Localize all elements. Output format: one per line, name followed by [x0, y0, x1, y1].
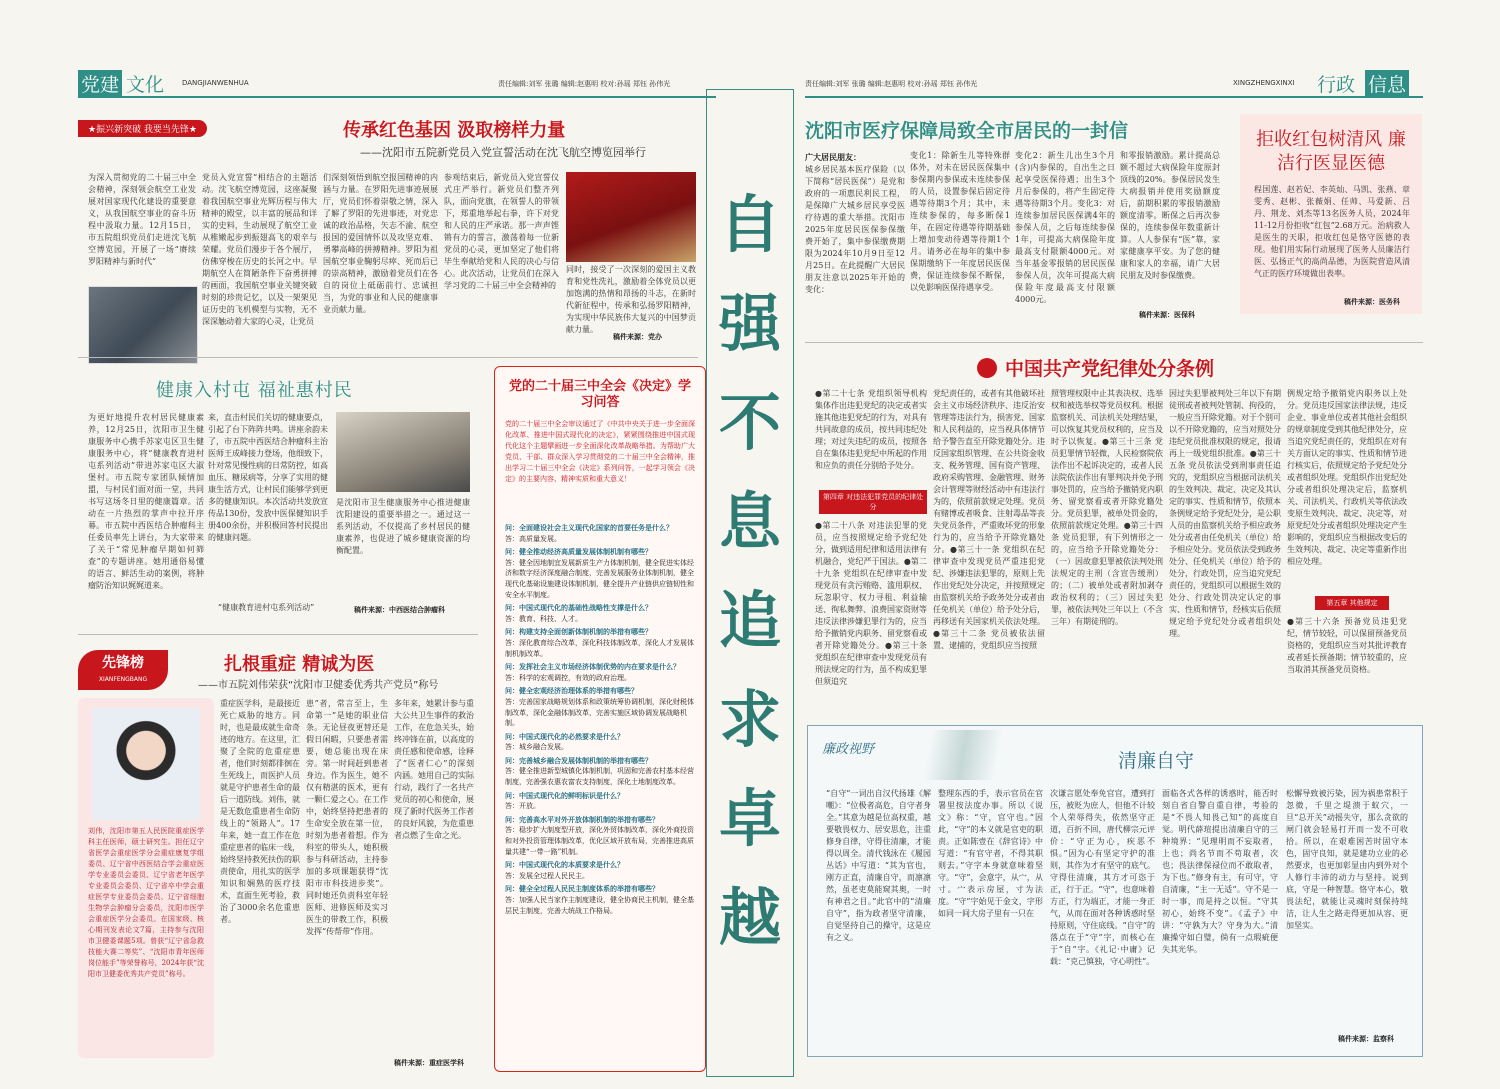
slogan-char: 强 [718, 287, 781, 360]
qa-answer: 答：健全推进新型城镇化体制机制，巩固和完善农村基本经营制度，完善强农惠农富农支持制度，深化土地制度改革。 [505, 767, 694, 787]
article-col: 城乡居民基本医疗保险（以下简称“居民医保”）是党和政府的一项惠民利民工程，是保障广大城乡居民享受医疗待遇的重大举措。沈阳市2025年度居民医保参保缴费开始了，集中参保缴费期限为2024年10月9日至12月25日。在此提醒广大居民朋友注意以2025年开始的变化： [805, 165, 905, 294]
article-title: 党的二十届三中全会《决定》学习问答 [509, 379, 692, 410]
article-col: 次谦言愿处奉免官官，遭到打压，被贬为庶人，但他不计较个人荣辱得失，依然坚守正道，百折不回，唐代柳宗元评价：“守正为心，疾恶不惧。”因为心有坚定守护的准则，其作为才有坚守的底气。守得住清廉，其方才可恣于正，行于正。“守”，也意味着方正，行为端正，才能一身正气，从而在面对各种诱惑时坚持原则，守住底线。“自守”的落点在于“守”字，而核心在于“自”字。《礼记·中庸》记载：“克己慎独，守心明性”。 [1050, 789, 1155, 966]
profile-card [78, 698, 214, 1058]
right-section-title-1: 行政 [1317, 74, 1356, 96]
qa-answer: 答：发展全过程人民民主。 [505, 871, 589, 880]
article-col: 同时，接受了一次深刻的爱国主义教育和党性洗礼，激励着全体党员以更加饱满的热情和昂扬的斗志，在新时代新征程中，传承和弘扬罗阳精神，为实现中华民族伟大复兴的中国梦贡献力量。 [566, 265, 696, 334]
slogan-char: 不 [718, 386, 781, 459]
qa-answer: 答：城乡融合发展。 [505, 743, 568, 752]
right-editors: 责任编辑:刘军 张璐 编辑:赵惠明 校对:孙瑶 郑钰 孙伟光 [805, 80, 978, 88]
lecture-photo [336, 412, 470, 492]
study-intro: 党的二十届三中全会审议通过了《中共中央关于进一步全面深化改革、推进中国式现代化的决定》，紧紧围绕推进中国式现代化这个主题擘画进一步全面深化改革战略举措。为帮助广大党员、干部、群众深入学习贯彻党的二十届三中全会精神，推出学习二十届三中全会《决定》系列问答，一起学习领会《决定》的主要内容、精神实质和重大意义！ [505, 420, 695, 483]
slogan-char: 卓 [718, 782, 781, 855]
article-col: 变化1：除新生儿等特殊群体外，对未在居民医保集中参保期内参保或未连续参保的人员，设置参保后固定待遇等待期3个月；其中，未连续参保的，每多断保1年，在固定待遇等待期基础上增加变动待遇等待期1个月。请务必在每年的集中参保期缴纳下一年度居民医保费，保证连续参保不断保，以免影响医保待遇享受。 [910, 151, 1010, 292]
left-section-title-2: 文化 [126, 74, 165, 96]
article-source: 稿件来源：医保科 [1139, 311, 1195, 319]
article-source: 稿件来源：监察科 [1338, 1035, 1394, 1043]
letter-greeting: 广大居民朋友： [805, 153, 861, 162]
qa-answer: 答：开放。 [505, 802, 540, 811]
photo-caption: “健康教育进村屯系列活动” [218, 603, 315, 612]
left-section-pinyin: DANGJIANWENHUA [182, 79, 249, 87]
article-source: 稿件来源：重症医学科 [394, 1059, 464, 1067]
qa-question: 问：中国式现代化的本质要求是什么？ [505, 860, 624, 870]
article-tag: ★振兴新突破 我要当先锋★ [78, 120, 207, 137]
museum-photo [88, 286, 198, 364]
article-study [494, 366, 706, 1072]
left-section-title-1: 党建 [78, 70, 122, 97]
article-pioneer [78, 640, 482, 1070]
article-col: 党员入党宣誓”相结合的主题活动。沈飞航空博览园，这座凝聚着我国航空事业光辉历程与伟大精神的殿堂，以丰富的展品和详实的史料，生动展现了航空工业从稚嫩起步到振翅高飞的艰辛与荣耀。党员们漫步于各个展厅，仿佛穿梭在历史的长河之中。早期航空人在简陋条件下奋勇拼搏的画面，我国航空事业关键突破时刻的珍贵记忆，以及一架架见证历史的飞机模型与实物，无不深深触动着大家的心灵，让党员 [202, 173, 317, 326]
article-integrity [807, 725, 1423, 1057]
article-col: 例规定给予撤销党内职务以上处分。党员违反国家法律法规，违反企业、事业单位或者其他社会组织的规章制度受到其他纪律处分，应当追究党纪责任的，党组织在对有关方面认定的事实、性质和情节进行核实后，依照规定给予党纪处分或者组织处理。党组织作出党纪处分或者组织处理决定后，监察机关、司法机关、行政机关等依法改变原生效判决、裁定、决定等，对原党纪处分或者组织处理决定产生影响的，党组织应当根据改变后的生效判决、裁定、决定等重新作出相应处理。 [1287, 389, 1407, 566]
article-col: 整理东西的手，表示官员在官署里按法度办事。所以《说文》称：“守，官守也。”因此，“守”的本义就是官吏的职责。正如陈壹在《辞官诗》中写道：“有官守者，不得其职则去。”守字本身就意味着坚守。“守”，会意字，从宀，从寸。宀表示房屋，寸为法度。“守”字始见于金文，字形如同一间大房子里有一只在 [938, 789, 1043, 918]
article-col: 参观结束后，新党员入党宣誓仪式庄严举行。新党员们整齐列队，面向党旗，在领誓人的带领下，郑重地举起右拳，许下对党和人民的庄严承诺。那一声声铿锵有力的誓言，激荡着每一位新党员的心灵，更加坚定了他们将毕生奉献给党和人民的决心与信心。此次活动，让党员们在深入学习党的二十届三中全会精神的 [444, 173, 559, 290]
qa-question: 问：健全推动经济高质量发展体制机制有哪些？ [505, 547, 652, 557]
article-title: 清廉自守 [1118, 750, 1195, 772]
slogan [706, 175, 794, 967]
article-title: 扎根重症 精诚为医 [224, 654, 375, 675]
right-section-title-2: 信息 [1365, 70, 1409, 97]
article-col: 是沈阳市卫生健康服务中心推进健康沈阳建设的重要举措之一。通过这一系列活动，不仅提高了乡村居民的健康素养，也促进了城乡健康资源的均衡配置。 [336, 498, 470, 555]
qa-answer: 答：高质量发展。 [505, 534, 561, 543]
article-col: 照管理权限中止其表决权、选举权和被选举权等党员权利。根据监察机关、司法机关处理结果，可以恢复其党员权利的，应当及时予以恢复。●第三十三条 党员犯罪情节轻微，人民检察院依法作出不起诉决定的，或者人民法院依法作出有罪判决并免予刑事处罚的，应当给予撤销党内职务、留党察看或者开除党籍处分。党员犯罪，被单处罚金的，依照前款规定处理。●第三十四条 党员犯罪，有下列情形之一的，应当给予开除党籍处分：（一）因故意犯罪被依法判处刑法规定的主刑（含宣告缓刑）的；（二）被单处或者附加剥夺政治权利的；（三）因过失犯罪，被依法判处三年以上（不含三年）有期徒刑的。 [1051, 389, 1163, 626]
article-col: 多年来，她累计参与重大公共卫生事件的救治工作，在危急关头，始终冲锋在前，以高度的责任感和使命感，诠释了“医者仁心”的深刻内涵。她用自己的实际行动，践行了一名共产党员的初心和使命，展现了新时代医务工作者的良好风貌，为危重患者点燃了生命之光。 [394, 699, 474, 840]
right-section-header [805, 70, 1425, 96]
qa-answer: 答：深化教育综合改革，深化科技体制改革，深化人才发展体制机制改革。 [505, 638, 694, 658]
qa-answer: 答：科学的宏观调控，有效的政府治理。 [505, 673, 631, 682]
qa-question: 问：中国式现代化的基础性战略性支撑是什么？ [505, 603, 652, 613]
article-col: ●第二十七条 党组织领导机构集体作出违犯党纪的决定或者实施其他违犯党纪的行为，对具有共同故意的成员，按共同违纪处理；对过失违纪的成员，按照各自在集体违犯党纪中所起的作用和应负的责任分别给予处分。 [815, 389, 927, 470]
slogan-char: 自 [718, 188, 781, 261]
qa-question: 问：完善城乡融合发展体制机制的举措有哪些？ [505, 755, 652, 765]
qa-answer: 答：完善国家战略规划体系和政策统筹协调机制，深化财税体制改革，深化金融体制改革，完善实施区域协调发展战略机制。 [505, 697, 694, 728]
article-source: 稿件来源：党办 [613, 333, 662, 341]
qa-answer: 答：健全因地制宜发展新质生产力体制机制，健全促进实体经济和数字经济深度融合制度，完善发展服务业体制机制，健全现代化基础设施建设体制机制，健全提升产业链供应链韧性和安全水平制度。 [505, 558, 694, 599]
qa-question: 问：中国式现代化的必然要求是什么？ [505, 731, 624, 741]
redpacket-body: 程国莲、赵若妃、李英灿、马凯、张燕、章雯秀、赵彬、张薇娟、任帅、马爱新、吕丹、荆龙、刘杰等13名医务人员，2024年11-12月份拒收“红包”2.68万元。治病救人是医生的天职，拒收红包是恪守医德的表现。他们用实际行动展现了医务人员廉洁行医、弘扬正气的高尚品德，为医院营造风清气正的医疗环境做出表率。 [1254, 185, 1410, 278]
profile-text: 刘伟，沈阳市第五人民医院重症医学科主任医师，硕士研究生。担任辽宁省医学会重症医学分会重症康复学组委员、辽宁省中西医结合学会重症医学专业委员会委员、辽宁省老年医学专业委员会委员、辽宁省卒中学会重症医学专业委员会委员、辽宁省细胞生物学会肿瘤分会委员，沈阳市医学会重症医学分会委员。在国家级、核心期刊发表论文7篇，主持参与沈阳市卫健委课题5项。曾获“辽宁省急救技能大赛二等奖”、“沈阳市青年医师岗位能手”等荣誉称号，2024年获“沈阳市卫健委优秀共产党员”称号。 [88, 827, 204, 978]
article-col: 和零报销激励。累计提高总额不超过大病保险年度原封顶线的20%。参保居民发生大病报销并使用奖励额度后，前期积累的零报销激励额度清零。断保之后再次参保的，连续参保年数重新计算。人人参保有“医”靠，家家健康享平安。为了您的健康和家人的幸福，请广大居民朋友及时参保缴费。 [1120, 151, 1220, 280]
article-discipline [805, 350, 1423, 715]
study-qa-list [505, 523, 695, 1063]
pioneer-badge [78, 650, 168, 690]
qa-question: 问：健全宏观经济治理体系的举措有哪些？ [505, 686, 638, 696]
article-health [78, 362, 478, 632]
qa-question: 问：中国式现代化的鲜明标识是什么？ [505, 790, 624, 800]
bamboo-decoration [878, 730, 1048, 780]
article-title: 沈阳市医疗保障局致全市居民的一封信 [805, 120, 1129, 142]
oath-photo [566, 172, 696, 262]
article-col: 党纪责任的，或者有其他破坏社会主义市场经济秩序、违反治安管理等违法行为，损害党、国家和人民利益的，应当视具体情节给予警告直至开除党籍处分。违反国家组织管理、在公共资金收支、税务管理、国有资产管理、政府采购管理、金融管理、财务会计管理等财经活动中有违法行为的，依照前款规定处理。党员有赌博或者吸食、注射毒品等丧失党员条件，严重败坏党的形象行为的，应当给予开除党籍处分。●第三十一条 党组织在纪律审查中发现党员严重违犯党纪、涉嫌违法犯罪的，原则上先作出党纪处分决定，并按照规定由监察机关给予政务处分或者由任免机关（单位）给予处分后，再移送有关国家机关依法处理。●第三十二条 党员被依法留置、逮捕的，党组织应当按照 [933, 389, 1045, 650]
article-col: ●第二十八条 对违法犯罪的党员，应当按照规定给予党纪处分，做到适用纪律和适用法律有机融合，党纪严于国法。●第二十九条 党组织在纪律审查中发现党员有贪污贿赂、滥用职权、玩忽职守、权力寻租、利益输送、徇私舞弊、浪费国家资财等违反法律涉嫌犯罪行为的，应当给予撤销党内职务、留党察看或者开除党籍处分。●第三十条 党组织在纪律审查中发现党员有刑法规定的行为，虽不构成犯罪但须追究 [815, 521, 927, 686]
article-col: 患”者，常言至上，生命第一”是她的职业信条。无论昼夜更替还是假日闲暇，只要患者需要，她总能出现在床旁。第一时间赶到患者身边。作为医生，她不仅有精湛的医术，更有一颗仁爱之心。在工作中，始终坚持把患者的生命安全放在第一位，时刻为患者着想。作为科室的带头人，她积极参与科研活动，主持参加的多项课题获得“沈阳市市科技进步奖”。同时她还负责科室年轻医师、进修医师及实习医生的带教工作，积极发挥“传帮带”作用。 [306, 699, 388, 936]
article-title: 健康入村屯 福祉惠村民 [156, 380, 353, 401]
article-red-gene [78, 110, 698, 355]
article-col: 为深入贯彻党的二十届三中全会精神，深刻领会航空工业发展对国家现代化建设的重要意义，从我国航空事业的奋斗历程中汲取力量。12月15日，市五院组织党员们走进沈飞航空博览园，开展了一场“赓续罗阳精神与新时代” [88, 173, 196, 266]
chapter-heading: 第五章 其他规定 [1315, 596, 1389, 610]
qa-question: 问：构建支持全面创新体制机制的举措有哪些？ [505, 627, 652, 637]
article-col: 松懈导致被污染，因为祸患常积于忽微，千里之堤溃于蚁穴，一旦“总开关”动摇失守，那么贪欲的闸门就会轻易打开而一发不可收拾。所以，在艰难困苦时固守本色，固守良知，就是建功立业的必然要求，也更加彰显由内到外对个人修行丰沛的动力与坚持。说到底，守是一种智慧。恪守本心，敬畏法纪，就能让灵魂时刻保持纯洁，让人生之路走得更加从容、更加坚实。 [1286, 789, 1408, 930]
party-emblem-icon [977, 358, 997, 378]
portrait-photo [92, 708, 200, 820]
article-col: 为更好地提升农村居民健康素养，12月25日，沈阳市卫生健康服务中心携手苏家屯区卫生健康服务中心，将“健康教育进村屯系列活动”带进苏家屯区大淑堡村。市五院专家团队倾情加盟，与村民们面对面一堂，共同书写这场冬日里的健康篇章。活动在一片热烈的掌声中拉开序幕。市五院中西医结合肿瘤科主任委员率先上讲台，为大家带来了关于“常见肿瘤早期如何筛查”的专题讲座。她用通俗易懂的语言、鲜活生动的案例，将肿瘤防治知识娓娓道来。 [88, 413, 204, 590]
article-col: 们深刻领悟到航空报国精神的内涵与力量。在罗阳先进事迹展展厅，党员们怀着崇敬之情，深入了解了罗阳的先进事迹，对党忠诚的政治品格，矢志不渝、航空报国的爱国情怀以及攻坚克难、勇攀高峰的拼搏精神。罗阳为祖国航空事业鞠躬尽瘁、死而后已的崇高精神，激励着党员们在各自的岗位上砥砺前行、忠诚担当，为党的事业和人民的健康事业贡献力量。 [323, 173, 438, 314]
badge-sub: XIANFENGBANG [98, 676, 148, 683]
article-col: 面临各式各样的诱惑时，能否时刻自省自警自重自律，考验的是“不畏人知畏己知”的高度自觉。明代薛瑄提出清廉自守的三种境界：“见理明而不妄取者，上也；尚名节而不苟取者，次也；畏法律保禄位而不敢取者，为下也。”修身有主，有可守，守自清廉，“主一无适”。守不是一时一事，而是持之以恒。“守其初心，始终不变”。《孟子》中讲：“守孰为大？守身为大。”清廉操守如白璧，倘有一点瑕疵便失其光华。 [1162, 789, 1278, 954]
article-letter [805, 110, 1225, 335]
article-title: 传承红色基因 汲取榜样力量 [343, 120, 566, 141]
article-col: 变化2：新生儿出生3个月(含)内参保的，自出生之日起享受医保待遇；出生3个月后参保的，将产生固定待遇等待期3个月。变化3：对连续参加居民医保满4年的参保人员，之后每连续参保1年，可提高大病保险年度最高支付限额4000元。对当年基金零报销的居民医保参保人员，次年可提高大病保险年度最高支付限额4000元。 [1015, 151, 1115, 304]
slogan-char: 追 [718, 584, 781, 657]
qa-answer: 答：加强人民当家作主制度建设，健全协商民主机制，健全基层民主制度，完善大统战工作格局。 [505, 896, 694, 915]
article-redpacket [1240, 114, 1422, 314]
qa-answer: 答：教育、科技、人才。 [505, 614, 582, 623]
article-col: ●第三十六条 预备党员违犯党纪，情节较轻，可以保留预备党员资格的，党组织应当对其批评教育或者延长预备期；情节较重的，应当取消其预备党员资格。 [1287, 617, 1407, 674]
article-subtitle: ——沈阳市五院新党员入党宣誓活动在沈飞航空博览园举行 [360, 146, 646, 159]
qa-question: 问：健全全过程人民民主制度体系的举措有哪些？ [505, 884, 659, 894]
qa-answer: 答：稳步扩大制度型开放，深化外贸体制改革，深化外商投资和对外投资管理体制改革，优化区域开放布局，完善推进高质量共建“一带一路”机制。 [505, 826, 694, 856]
integrity-badge [822, 738, 882, 776]
slogan-char: 息 [718, 485, 781, 558]
left-editors: 责任编辑:刘军 张璐 编辑:赵惠明 校对:孙瑶 郑钰 孙伟光 [498, 80, 671, 88]
chapter-heading: 第四章 对违法犯罪党员的纪律处分 [819, 490, 927, 514]
article-col: 因过失犯罪被判处三年以下有期徒刑或者被判处管制、拘役的，一般应当开除党籍。对于个别可以不开除党籍的，应当对照处分违纪党员批准权限的规定，报请再上一级党组织批准。●第三十五条 党员依法受到刑事责任追究的，党组织应当根据司法机关的生效判决、裁定、决定及其认定的事实、性质和情节，依照本条例规定给予党纪处分，是公职人员的由监察机关给予相应政务处分或者由任免机关（单位）给予相应处分。党员依法受到政务处分、任免机关（单位）给予的处分，行政处罚，应当追究党纪责任的，党组织可以根据生效的处分、行政处罚决定认定的事实、性质和情节，经核实后依照规定给予党纪处分或者组织处理。 [1169, 389, 1281, 638]
slogan-char: 求 [718, 683, 781, 756]
qa-question: 问：全面建设社会主义现代化国家的首要任务是什么？ [505, 523, 673, 532]
article-title: 中国共产党纪律处分条例 [1005, 358, 1215, 380]
left-section-header [78, 70, 718, 96]
article-col: “自守”一词出自汉代扬雄《解嘲》：“位极者高危，自守者身全。”其意为越是位高权重，越要敬畏权力、居安思危，注重修身自律，守得住清廉，才能得以周全。清代钱泳在《履园丛话》中写道：“其为官也，刚方正直，清廉自守，而凛凛然，虽老吏莫能窥其奥，一时有神君之目。”此官中的“清廉自守”，指为政者坚守清廉，自觉坚持自己的操守，这是应有之义。 [826, 789, 931, 942]
integrity-badge-text: 廉政视野 [822, 742, 875, 757]
article-title: 拒收红包树清风 廉洁行医显医德 [1256, 129, 1406, 174]
article-subtitle: ——市五院刘伟荣获“沈阳市卫健委优秀共产党员”称号 [198, 680, 439, 691]
qa-question: 问：发挥社会主义市场经济体制优势的内在要求是什么？ [505, 662, 680, 672]
slogan-char: 越 [718, 881, 781, 954]
right-section-pinyin: XINGZHENGXINXI [1233, 79, 1295, 87]
article-source: 稿件来源：医务科 [1344, 298, 1400, 306]
badge-text: 先锋榜 [102, 655, 144, 671]
article-source: 稿件来源：中西医结合肿瘤科 [354, 606, 445, 614]
article-col: 重症医学科，是最接近死亡威胁的地方。同时，也是最成就生命奇迹的地方。在这里，汇聚了全院的危重症患者，他们时刻都徘徊在生死线上，而医护人员就是守护患者生命的最后一道防线。刘伟，就是无数危重患者生命防线上的“领路人”。17年来，她一直工作在危重症患者的临床一线，始终坚持救死扶伤的职责使命，用扎实的医学知识和娴熟的医疗技术，直面生死考验，救治了3000余名危重患者。 [220, 699, 300, 924]
article-col: 来，直击村民们关切的健康要点，引起了台下阵阵共鸣。讲座余韵未了，市五院中西医结合肿瘤科主治医师王成峰接力登场，他细致下，针对常见慢性病的日常防控，如高血压、糖尿病等，分享了实用的健康生活方式，让村民们能够学到更多的健康知识。本次活动共发放宣传品130份，发放中医保健知识手册400余份，并积极回答村民提出的健康问题。 [208, 413, 328, 542]
qa-question: 问：完善高水平对外开放体制机制的举措有哪些？ [505, 814, 659, 824]
